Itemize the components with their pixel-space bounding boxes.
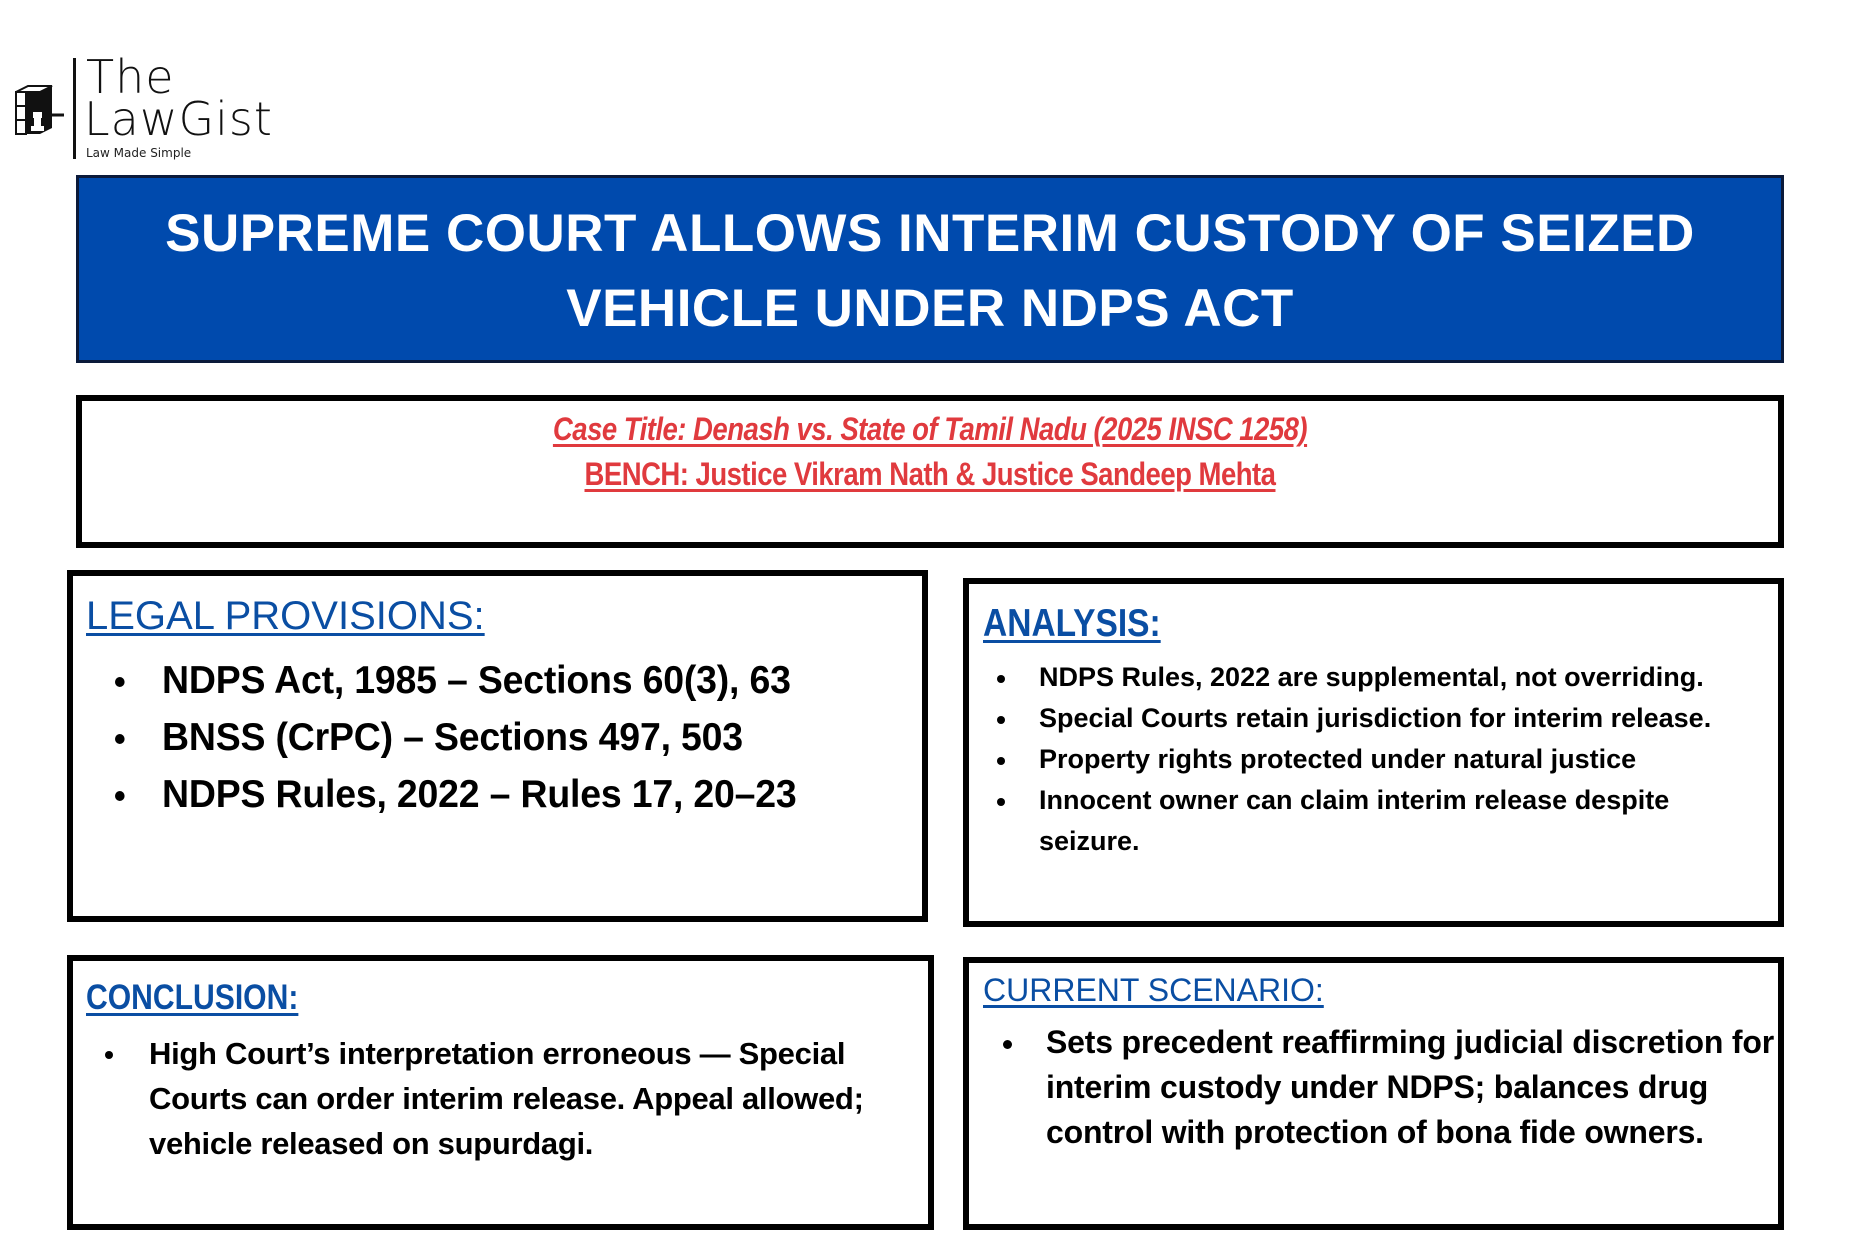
- list-item-text: Property rights protected under natural justice: [1039, 744, 1637, 774]
- list-item-text: BNSS (CrPC) – Sections 497, 503: [162, 716, 743, 759]
- headline-title: [165, 192, 1695, 346]
- current-scenario-box: [963, 957, 1784, 1230]
- bullet-icon: [115, 734, 125, 744]
- list-item: [1003, 1020, 1783, 1155]
- logo-tagline: Law Made Simple: [86, 146, 192, 160]
- bullet-icon: [997, 716, 1005, 724]
- list-item: [115, 652, 883, 709]
- list-item: [997, 739, 1777, 780]
- list-item: [105, 1031, 925, 1166]
- list-item-text: NDPS Rules, 2022 – Rules 17, 20–23: [162, 773, 797, 816]
- book-gavel-icon: [12, 82, 68, 138]
- bullet-icon: [997, 798, 1005, 806]
- logo-text-lawgist: LawGist: [84, 92, 273, 146]
- list-item-text: Special Courts retain jurisdiction for interim release.: [1039, 703, 1712, 733]
- list-item: [997, 780, 1777, 862]
- legal-provisions-heading: LEGAL PROVISIONS:: [86, 594, 485, 638]
- logo-text-the: The: [86, 50, 175, 104]
- analysis-list: [997, 657, 1777, 862]
- bullet-icon: [997, 675, 1005, 683]
- list-item-text: High Court’s interpretation erroneous — Special Courts can order interim release. Appeal allowed; vehicle released on supurdagi.: [149, 1036, 864, 1161]
- conclusion-box: [67, 955, 934, 1230]
- list-item: [115, 709, 883, 766]
- analysis-box: [963, 578, 1784, 927]
- current-scenario-heading: CURRENT SCENARIO:: [983, 972, 1324, 1008]
- current-scenario-list: [1003, 1020, 1783, 1155]
- list-item-text: NDPS Rules, 2022 are supplemental, not overriding.: [1039, 662, 1704, 692]
- conclusion-heading: CONCLUSION:: [86, 978, 299, 1017]
- list-item-text: Innocent owner can claim interim release despite seizure.: [1039, 785, 1670, 856]
- case-info-box: [76, 395, 1784, 548]
- case-title: Case Title: Denash vs. State of Tamil Nadu (2025 INSC 1258): [552, 411, 1308, 447]
- case-bench: BENCH: Justice Vikram Nath & Justice Sandeep Mehta: [584, 456, 1276, 492]
- bullet-icon: [1003, 1040, 1012, 1049]
- list-item: [997, 698, 1777, 739]
- list-item-text: Sets precedent reaffirming judicial discretion for interim custody under NDPS; balances drug control with protection of bona fide owners.: [1046, 1024, 1774, 1150]
- conclusion-list: [105, 1031, 925, 1166]
- analysis-heading: ANALYSIS:: [983, 602, 1161, 645]
- headline-line-1: SUPREME COURT ALLOWS INTERIM CUSTODY OF SEIZED: [165, 204, 1695, 263]
- list-item: [115, 766, 883, 823]
- list-item: [997, 657, 1777, 698]
- bullet-icon: [997, 757, 1005, 765]
- bullet-icon: [115, 791, 125, 801]
- headline-banner: [76, 175, 1784, 363]
- legal-provisions-box: [67, 570, 928, 922]
- list-item-text: NDPS Act, 1985 – Sections 60(3), 63: [162, 659, 791, 702]
- bullet-icon: [105, 1051, 113, 1059]
- headline-line-2: VEHICLE UNDER NDPS ACT: [566, 279, 1294, 338]
- legal-provisions-list: [115, 652, 915, 823]
- bullet-icon: [115, 677, 125, 687]
- logo-divider: [73, 58, 76, 159]
